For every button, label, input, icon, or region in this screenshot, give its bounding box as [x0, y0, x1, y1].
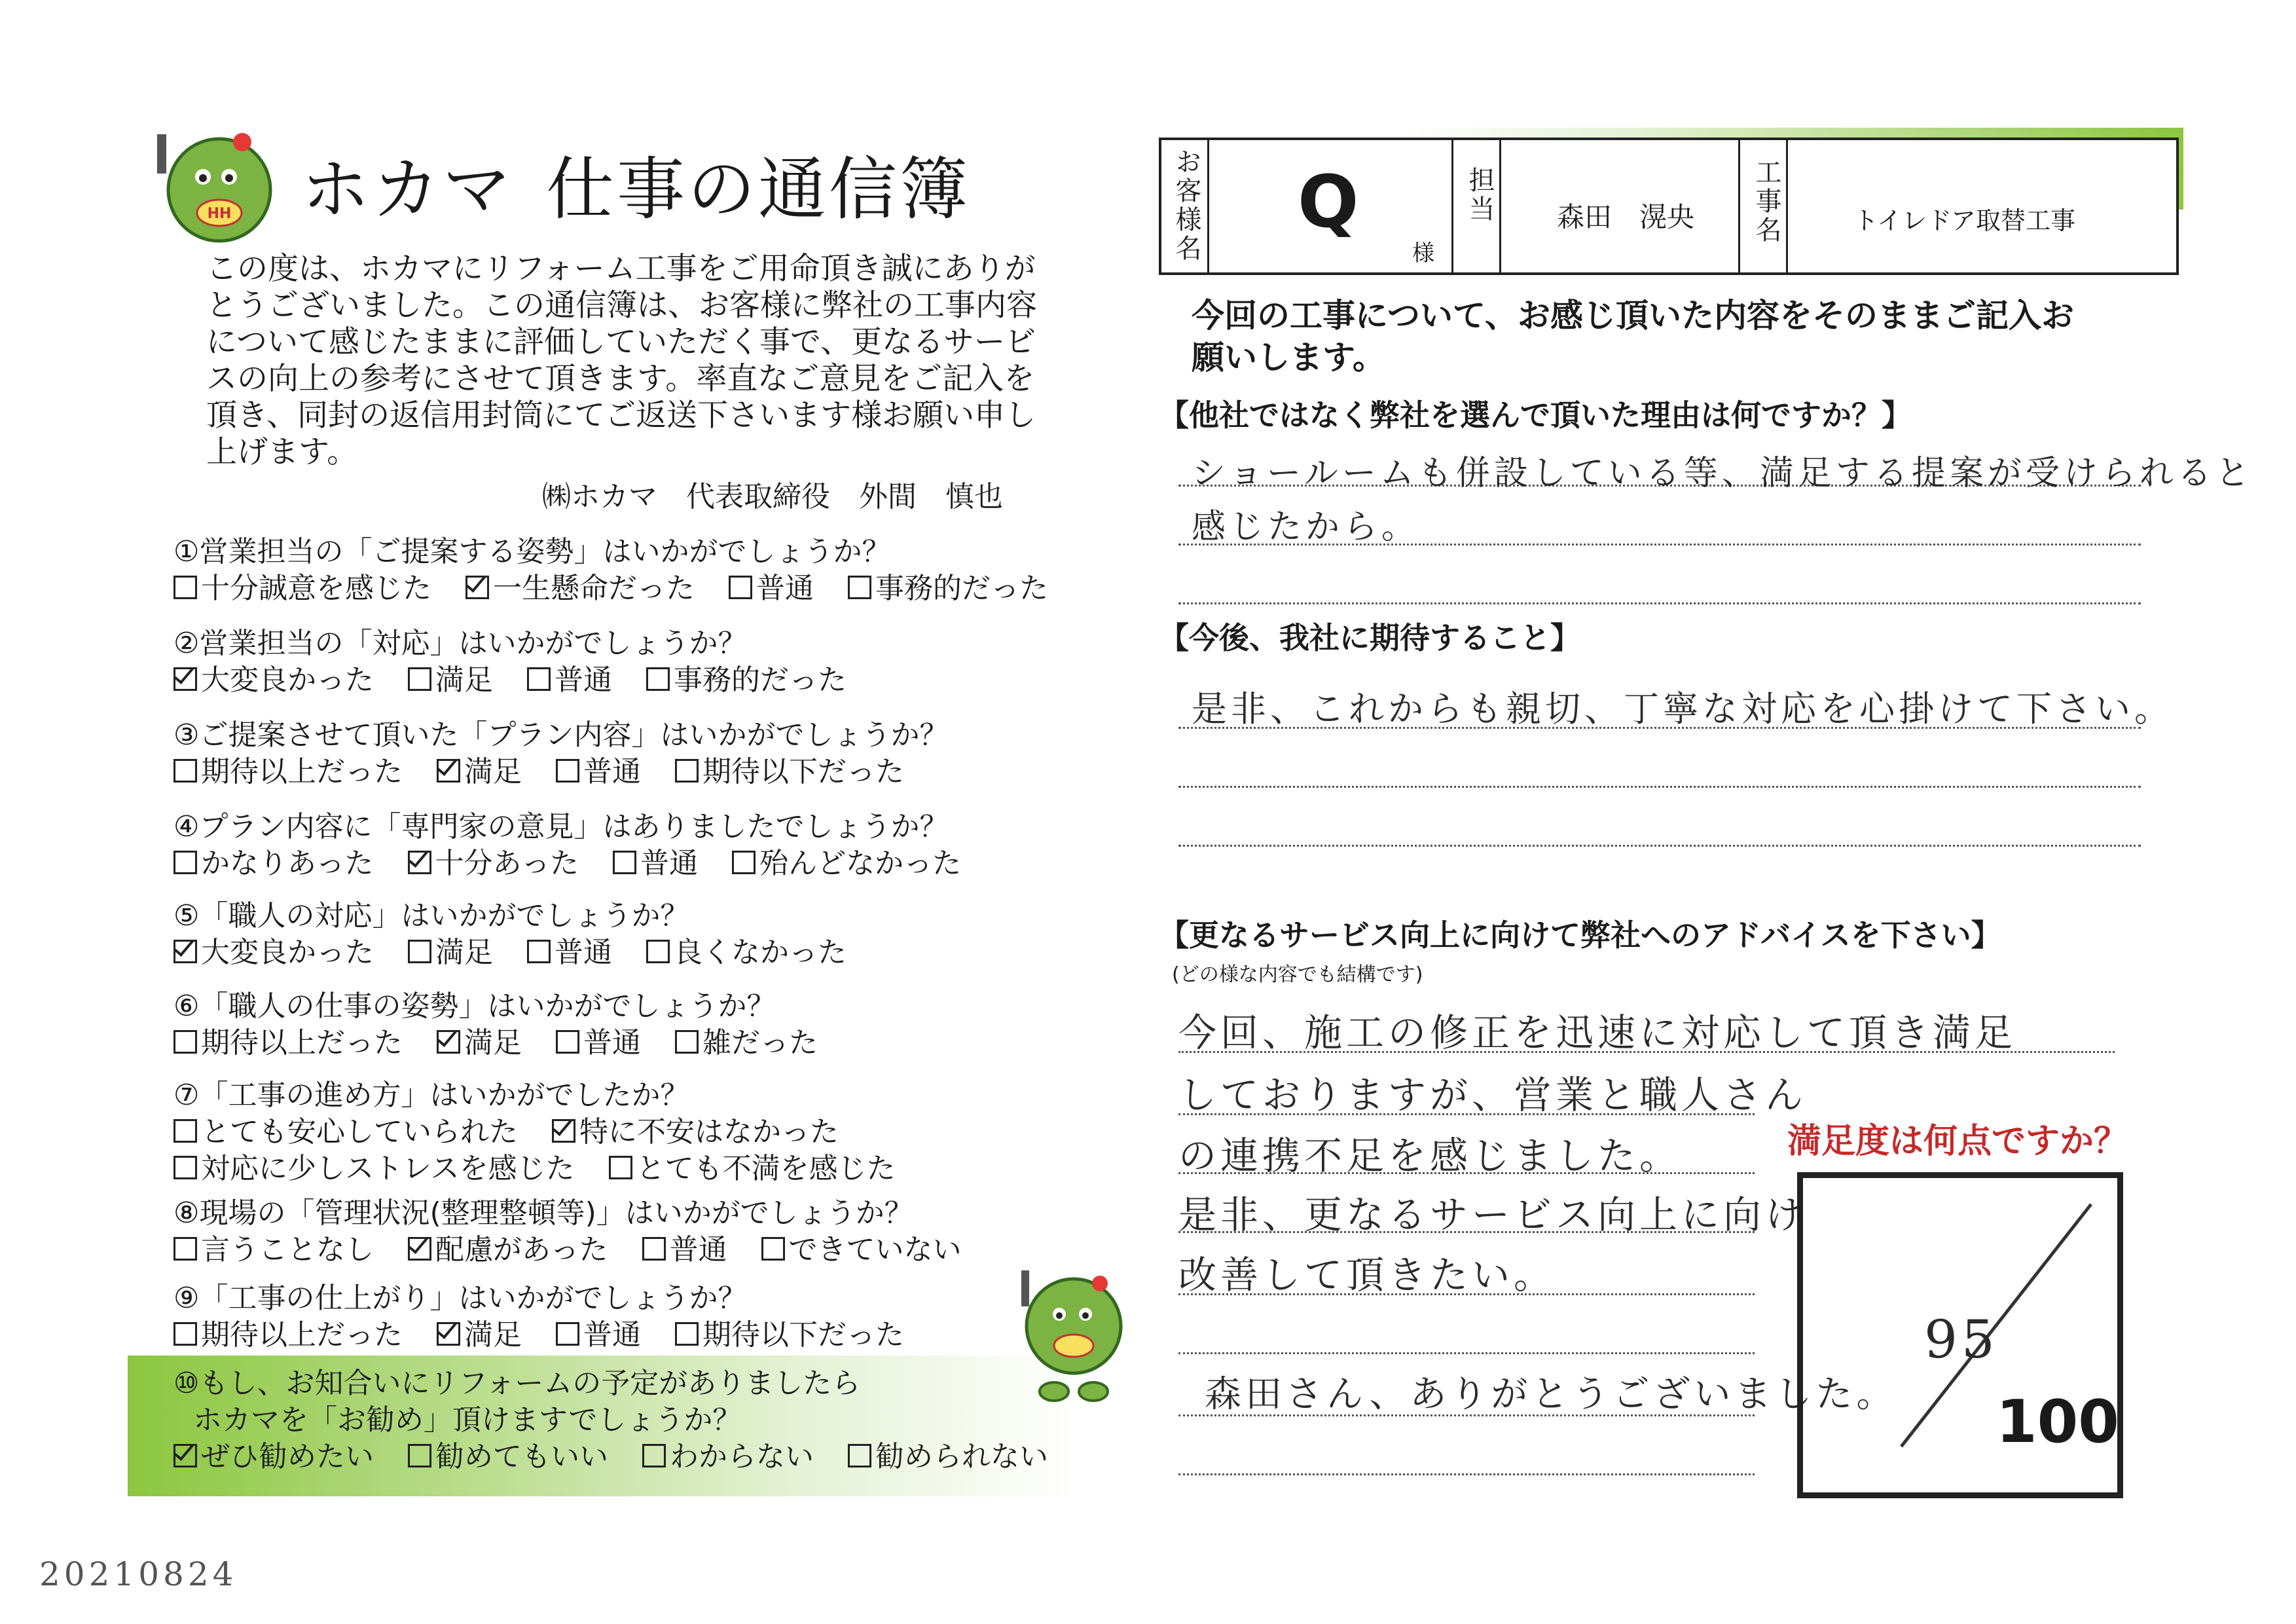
option-label: 期待以上だった: [201, 1026, 403, 1060]
score-box: [1797, 1172, 2123, 1498]
question-text: ③ご提案させて頂いた「プラン内容」はいかがでしょうか？: [173, 718, 949, 752]
question-block: [173, 625, 881, 699]
option-label: 配慮があった: [435, 1233, 608, 1266]
option-item[interactable]: [173, 1152, 575, 1185]
question-text: ⑩もし、お知合いにリフォームの予定がありましたら: [173, 1367, 861, 1400]
section-advice-note: (どの様な内容でも結構です): [1172, 963, 1423, 986]
checkbox[interactable]: [527, 667, 551, 691]
option-item[interactable]: [408, 1440, 608, 1473]
checked-checkbox[interactable]: [437, 759, 460, 783]
option-item[interactable]: [408, 847, 579, 880]
option-item[interactable]: [761, 1233, 962, 1266]
answer-reason-2: 感じたから。: [1192, 507, 1420, 547]
work-name: トイレドア取替工事: [1853, 206, 2075, 235]
option-row: [173, 754, 948, 790]
option-item[interactable]: [173, 1318, 403, 1352]
checkbox[interactable]: [408, 667, 431, 691]
option-label: 普通: [669, 1233, 727, 1266]
option-label: ぜひ勧めたい: [201, 1440, 374, 1473]
checkbox[interactable]: [173, 1322, 197, 1346]
option-label: 十分あった: [435, 847, 579, 880]
checkbox[interactable]: [173, 851, 197, 874]
answer-advice-1: 今回、施工の修正を迅速に対応して頂き満足: [1178, 1010, 2017, 1055]
option-label: できていない: [788, 1233, 962, 1266]
checkbox[interactable]: [646, 940, 670, 963]
option-item[interactable]: [609, 1152, 896, 1185]
option-label: 普通: [555, 663, 612, 697]
option-item[interactable]: [848, 572, 1048, 605]
checkbox[interactable]: [609, 1156, 632, 1179]
option-label: 普通: [583, 1318, 641, 1352]
question-text: ⑦「工事の進め方」はいかがでしたか？: [173, 1079, 689, 1112]
option-row: [173, 1317, 938, 1354]
option-label: 満足: [464, 755, 522, 788]
option-label: かなりあった: [201, 847, 374, 880]
checked-checkbox[interactable]: [465, 576, 489, 599]
checked-checkbox[interactable]: [173, 667, 197, 691]
checked-checkbox[interactable]: [437, 1030, 460, 1054]
page-title: [301, 134, 970, 232]
option-label: 普通: [756, 572, 814, 605]
checked-checkbox[interactable]: [408, 1237, 431, 1261]
option-item[interactable]: [408, 663, 493, 697]
checkbox[interactable]: [848, 1444, 871, 1467]
option-item[interactable]: [848, 1440, 1048, 1473]
checked-checkbox[interactable]: [408, 851, 431, 874]
question-block: [173, 1195, 996, 1268]
rule-line: [1178, 602, 2141, 604]
answer-advice-3: の連携不足を感じました。: [1178, 1134, 1682, 1178]
option-label: 普通: [555, 936, 612, 969]
customer-label: お客様名: [1171, 148, 1201, 263]
option-item[interactable]: [556, 1318, 641, 1352]
option-item[interactable]: [556, 755, 641, 788]
option-label: 一生懸命だった: [493, 572, 695, 605]
option-item[interactable]: [642, 1233, 727, 1266]
answer-advice-thanks: 森田さん、ありがとうございました。: [1205, 1373, 1897, 1416]
answer-advice-5: 改善して頂きたい。: [1178, 1253, 1556, 1297]
customer-info-table: [1159, 138, 2179, 275]
rule-line: [1178, 1352, 1755, 1354]
signature: ㈱ホカマ 代表取締役 外間 慎也: [542, 480, 1003, 513]
option-label: 普通: [583, 755, 641, 788]
option-label: 満足: [464, 1318, 522, 1352]
work-label-cell: [1740, 140, 1788, 272]
option-item[interactable]: [173, 847, 374, 880]
question-text: ②営業担当の「対応」はいかがでしょうか？: [173, 627, 747, 660]
option-item[interactable]: [437, 1026, 522, 1060]
rule-line: [1178, 1473, 1755, 1475]
mascot-text: HH: [207, 206, 232, 222]
checkbox[interactable]: [173, 1237, 197, 1261]
question-text: ⑥「職人の仕事の姿勢」はいかがでしょうか？: [173, 989, 776, 1023]
checkbox[interactable]: [173, 1030, 197, 1054]
option-label: 満足: [464, 1026, 522, 1060]
checkbox[interactable]: [556, 1030, 579, 1054]
option-label: 勧められない: [875, 1440, 1048, 1473]
mascot-small: [1008, 1261, 1136, 1418]
staff-label: 担当: [1465, 166, 1495, 224]
option-item[interactable]: [173, 1026, 403, 1060]
option-item[interactable]: [556, 1026, 641, 1060]
option-item[interactable]: [675, 1026, 818, 1060]
option-row: [173, 934, 881, 971]
checkbox[interactable]: [556, 759, 579, 783]
option-label: 大変良かった: [201, 663, 374, 697]
checkbox[interactable]: [848, 576, 871, 599]
option-label: 期待以下だった: [702, 755, 904, 788]
checked-checkbox[interactable]: [173, 940, 197, 963]
option-item[interactable]: [646, 936, 847, 969]
option-item[interactable]: [646, 663, 847, 697]
option-item[interactable]: [408, 1233, 608, 1266]
question-text: ④プラン内容に「専門家の意見」はありましたでしょうか？: [173, 810, 949, 843]
work-label: 工事名: [1751, 158, 1781, 245]
rule-line: [1178, 845, 2141, 847]
option-row: [173, 1114, 930, 1187]
option-item[interactable]: [437, 1318, 522, 1352]
question-block: [173, 717, 948, 790]
option-item[interactable]: [675, 755, 904, 788]
mascot-logo: [151, 121, 282, 252]
option-label: 期待以上だった: [201, 755, 403, 788]
checkbox[interactable]: [173, 759, 197, 783]
checkbox[interactable]: [675, 1322, 699, 1346]
option-label: 大変良かった: [201, 936, 374, 969]
option-item[interactable]: [729, 572, 814, 605]
option-label: とても安心していられた: [201, 1115, 518, 1149]
staff-label-cell: [1453, 140, 1501, 272]
option-label: 普通: [583, 1026, 641, 1060]
option-label: 言うことなし: [201, 1233, 374, 1266]
option-label: 満足: [435, 936, 493, 969]
option-item[interactable]: [613, 847, 698, 880]
option-label: 事務的だった: [674, 663, 847, 697]
checkbox[interactable]: [646, 667, 670, 691]
staff-name: 森田 滉央: [1557, 201, 1695, 233]
question-block: [173, 1365, 1082, 1475]
checkbox[interactable]: [732, 851, 756, 874]
option-row: [173, 1025, 852, 1061]
question-text: ⑤「職人の対応」はいかがでしょうか？: [173, 899, 689, 932]
question-text: ⑨「工事の仕上がり」はいかがでしょうか？: [173, 1282, 747, 1315]
option-label: 十分誠意を感じた: [201, 572, 431, 605]
checkbox[interactable]: [613, 851, 636, 874]
option-label: 特に不安はなかった: [579, 1115, 839, 1149]
option-item[interactable]: [527, 936, 612, 969]
option-label: 普通: [640, 847, 699, 880]
checkbox[interactable]: [408, 940, 431, 963]
option-label: わからない: [670, 1440, 814, 1473]
customer-name: Q: [1298, 160, 1359, 244]
staff-name-cell: [1501, 140, 1740, 272]
score-max: 100: [1996, 1388, 2119, 1456]
customer-suffix: 様: [1412, 240, 1434, 267]
title-main: 仕事の通信簿: [546, 149, 971, 229]
option-item[interactable]: [173, 936, 374, 969]
brand-name: ホカマ: [301, 149, 514, 229]
option-item[interactable]: [465, 572, 695, 605]
date-stamp: 20210824: [39, 1555, 238, 1593]
option-item[interactable]: [173, 1440, 374, 1473]
checkbox[interactable]: [173, 1119, 197, 1143]
option-item[interactable]: [408, 936, 493, 969]
score-title: 満足度は何点ですか？: [1787, 1122, 2128, 1161]
option-label: 期待以下だった: [702, 1318, 904, 1352]
checkbox[interactable]: [527, 940, 551, 963]
option-label: とても不満を感じた: [636, 1152, 896, 1185]
customer-label-cell: [1161, 140, 1209, 272]
option-item[interactable]: [552, 1115, 839, 1149]
question-text: ①営業担当の「ご提案する姿勢」はいかがでしょうか？: [173, 535, 891, 568]
answer-expectation-1: 是非、これからも親切、丁寧な対応を心掛けて下さい。: [1192, 688, 2174, 729]
score-value: 95: [1924, 1309, 1999, 1370]
checkbox[interactable]: [408, 1444, 431, 1467]
checked-checkbox[interactable]: [552, 1119, 575, 1143]
option-label: 対応に少しストレスを感じた: [201, 1152, 575, 1185]
option-label: 期待以上だった: [201, 1318, 403, 1352]
option-label: 雑だった: [702, 1026, 818, 1060]
checkbox[interactable]: [675, 759, 699, 783]
question-text: ⑧現場の「管理状況(整理整頓等)」はいかがでしょうか？: [173, 1196, 913, 1230]
customer-name-cell: [1209, 140, 1453, 272]
checkbox[interactable]: [642, 1444, 666, 1467]
answer-advice-2: しておりますが、営業と職人さん: [1178, 1073, 1808, 1117]
option-item[interactable]: [732, 847, 961, 880]
question-text-line2: ホカマを「お勧め」頂けますでしょうか？: [193, 1403, 742, 1437]
answer-reason-1: ショールームも併設している等、満足する提案が受けられると: [1192, 454, 2253, 493]
option-item[interactable]: [173, 663, 374, 697]
option-item[interactable]: [437, 755, 522, 788]
rule-line: [1178, 786, 2141, 788]
section-advice-title: 【更なるサービス向上に向けて弊社へのアドバイスを下さい】: [1159, 917, 2001, 953]
option-item[interactable]: [173, 755, 403, 788]
option-row: [173, 1232, 996, 1268]
answer-advice-4: 是非、更なるサービス向上に向け: [1178, 1192, 1808, 1237]
checkbox[interactable]: [642, 1237, 666, 1261]
intro-text: この度は、ホカマにリフォーム工事をご用命頂き誠にありがとうございました。この通信簿は、お客様に弊社の工事内容について感じたままに評価していただく事で、更なるサービスの向上の参考にさせて頂きます。率直なご意見をご記入を頂き、同封の返信用封筒にてご返送下さいます様お願い申し上げます。: [206, 251, 1037, 470]
lead-text: 今回の工事について、お感じ頂いた内容をそのままご記入お願いします。: [1192, 297, 2074, 377]
question-block: [173, 534, 1082, 607]
section-reason-title: 【他社ではなく弊社を選んで頂いた理由は何ですか？】: [1159, 397, 1912, 433]
option-item[interactable]: [173, 1233, 374, 1266]
option-item[interactable]: [527, 663, 612, 697]
question-block: [173, 898, 881, 971]
checkbox[interactable]: [173, 576, 197, 599]
option-label: 満足: [435, 663, 493, 697]
checkbox[interactable]: [675, 1030, 699, 1054]
question-block: [173, 988, 852, 1061]
checkbox[interactable]: [761, 1237, 785, 1261]
section-expectation-title: 【今後、我社に期待すること】: [1159, 620, 1580, 655]
option-item[interactable]: [173, 1115, 518, 1149]
option-row: [173, 845, 995, 882]
option-label: 殆んどなかった: [759, 847, 962, 880]
option-item[interactable]: [173, 572, 431, 605]
question-block: [173, 809, 995, 882]
checked-checkbox[interactable]: [173, 1444, 197, 1467]
option-label: 事務的だった: [875, 572, 1048, 605]
question-block: [173, 1280, 938, 1354]
option-row: [173, 570, 1082, 607]
work-name-cell: [1788, 140, 2176, 272]
question-block: [173, 1077, 930, 1187]
checkbox[interactable]: [729, 576, 752, 599]
option-row: [173, 662, 881, 699]
checkbox[interactable]: [173, 1156, 197, 1179]
checked-checkbox[interactable]: [437, 1322, 460, 1346]
checkbox[interactable]: [556, 1322, 579, 1346]
option-item[interactable]: [642, 1440, 814, 1473]
option-item[interactable]: [675, 1318, 904, 1352]
option-label: 良くなかった: [674, 936, 847, 969]
option-label: 勧めてもいい: [435, 1440, 608, 1473]
option-row: [173, 1439, 1082, 1475]
